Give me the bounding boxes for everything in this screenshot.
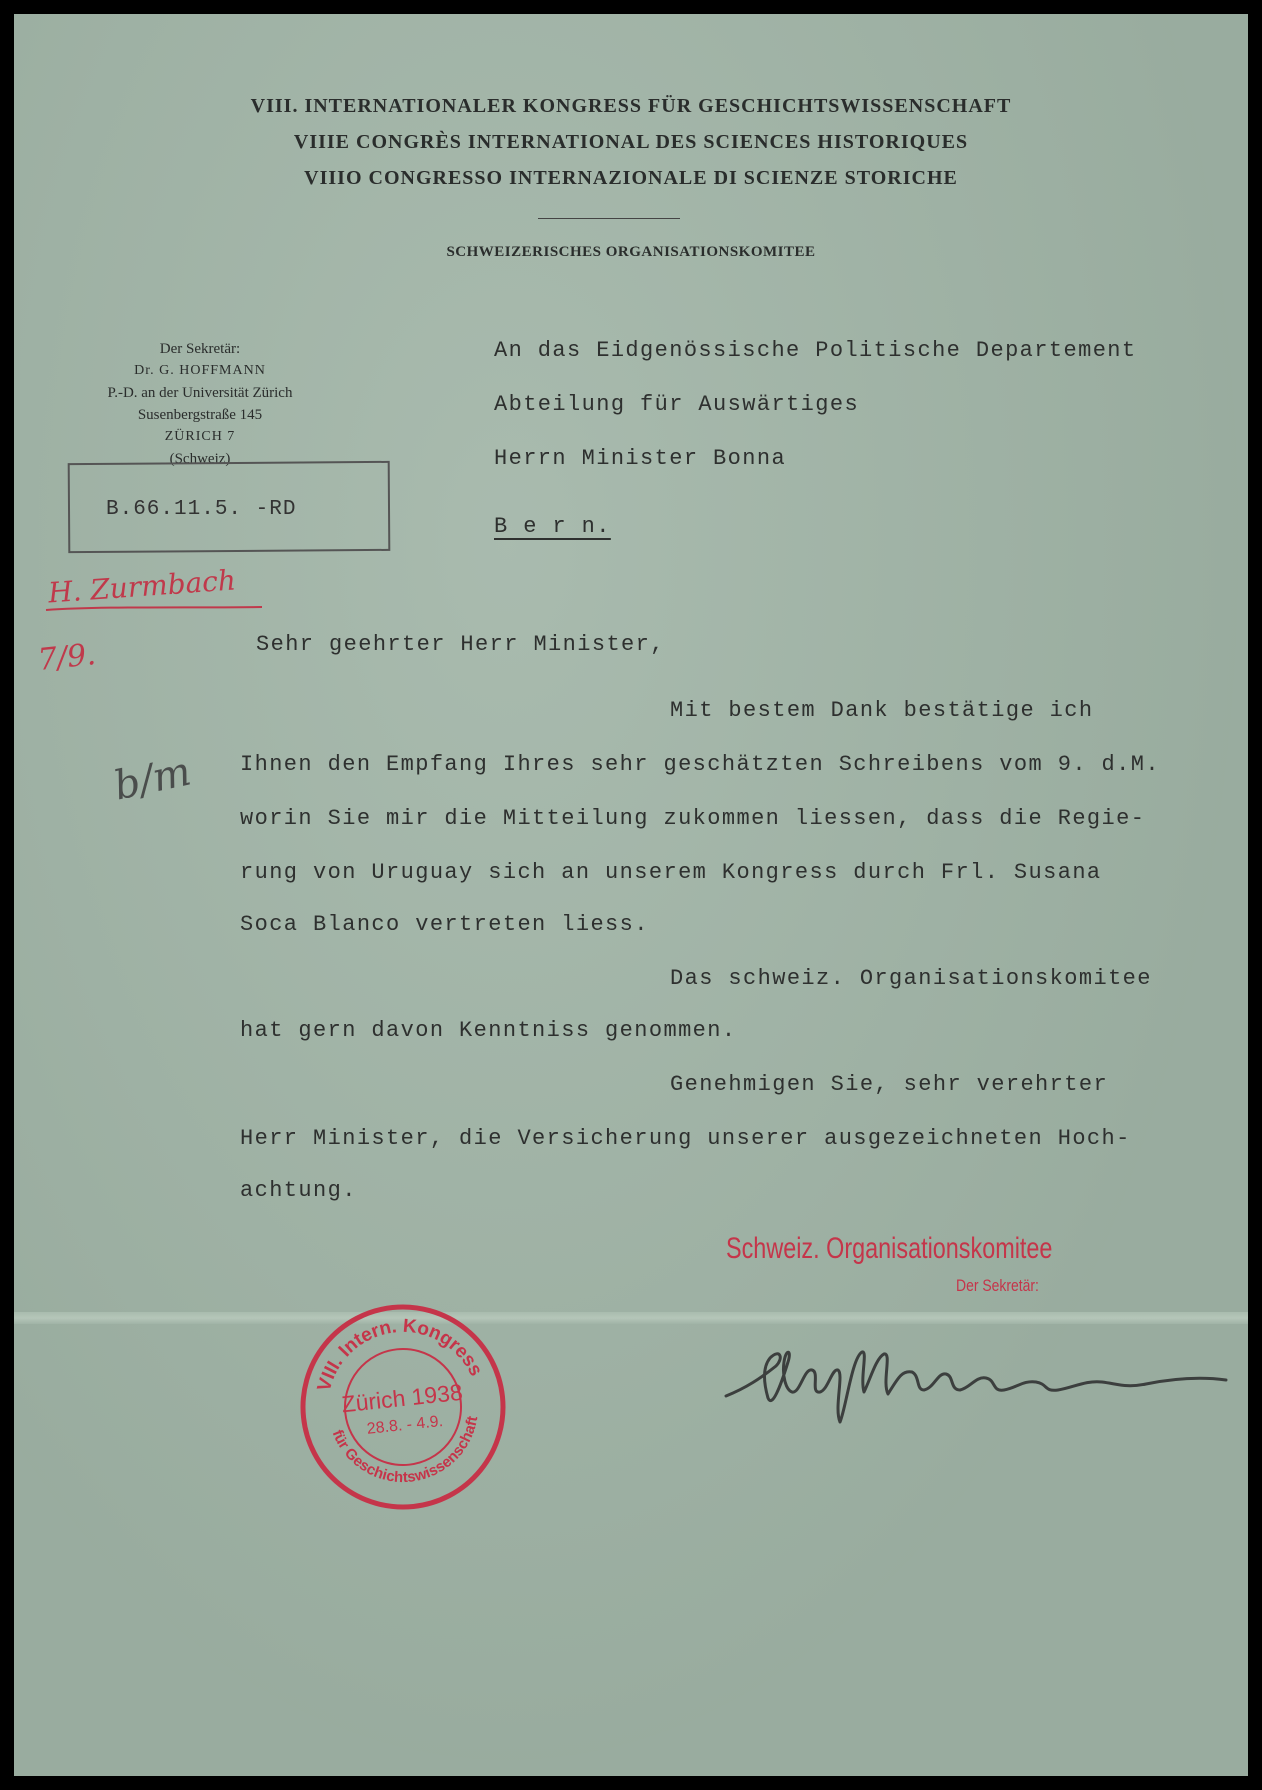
- body-line-4: rung von Uruguay sich an unserem Kongress durch Frl. Susana: [240, 860, 1102, 885]
- recipient-line-3: Herrn Minister Bonna: [494, 446, 787, 471]
- sender-position: P.-D. an der Universität Zürich: [107, 385, 293, 401]
- sender-street: Susenbergstraße 145: [137, 407, 263, 423]
- body-line-7: hat gern davon Kenntniss genommen.: [240, 1018, 737, 1043]
- seal-dates-text: 28.8. - 4.9.: [366, 1412, 444, 1438]
- sender-city: ZÜRICH 7: [164, 429, 236, 444]
- sender-block: [62, 338, 338, 470]
- recipient-city: B e r n.: [494, 514, 611, 539]
- seal-center-text: Zürich 1938: [340, 1378, 464, 1418]
- body-line-5: Soca Blanco vertreten liess.: [240, 912, 649, 937]
- letterhead-italian: VIIIO CONGRESSO INTERNAZIONALE DI SCIENZE STORICHE: [304, 167, 958, 189]
- body-line-1: Mit bestem Dank bestätige ich: [670, 698, 1094, 723]
- body-line-3: worin Sie mir die Mitteilung zukommen liessen, dass die Regie-: [240, 806, 1146, 831]
- recipient-line-1: An das Eidgenössische Politische Departement: [494, 338, 1137, 363]
- letterhead-french: VIIIE CONGRÈS INTERNATIONAL DES SCIENCES HISTORIQUES: [293, 131, 969, 153]
- letterhead-divider: [538, 218, 680, 219]
- committee-name: SCHWEIZERISCHES ORGANISATIONSKOMITEE: [446, 244, 816, 260]
- salutation: Sehr geehrter Herr Minister,: [256, 632, 665, 657]
- letterhead-german: VIII. INTERNATIONALER KONGRESS FÜR GESCHICHTSWISSENSCHAFT: [250, 95, 1012, 117]
- red-underline: [44, 604, 264, 614]
- body-line-10: achtung.: [240, 1178, 357, 1203]
- handwritten-red-note: H. Zurmbach: [47, 563, 237, 610]
- handwritten-gray-mark: b/m: [110, 748, 195, 810]
- secretary-stamp: Der Sekretär:: [956, 1276, 1039, 1295]
- seal-bottom-text: für Geschichtswissenschaft: [328, 1414, 482, 1487]
- congress-seal: [288, 1292, 519, 1523]
- seal-top-text: VIII. Intern. Kongress: [313, 1315, 487, 1394]
- sender-country: (Schweiz): [169, 451, 231, 467]
- body-line-6: Das schweiz. Organisationskomitee: [670, 966, 1152, 991]
- recipient-line-2: Abteilung für Auswärtiges: [494, 392, 860, 417]
- handwritten-signature: [706, 1318, 1246, 1428]
- handwritten-red-date: 7/9.: [36, 637, 98, 678]
- sender-title: Der Sekretär:: [159, 341, 241, 357]
- letter-sheet: [14, 14, 1248, 1776]
- body-line-9: Herr Minister, die Versicherung unserer ausgezeichneten Hoch-: [240, 1126, 1131, 1151]
- organization-stamp: Schweiz. Organisationskomitee: [726, 1232, 1053, 1265]
- body-line-2: Ihnen den Empfang Ihres sehr geschätzten Schreibens vom 9. d.M.: [240, 752, 1160, 777]
- reference-number: B.66.11.5. -RD: [106, 498, 297, 521]
- body-line-8: Genehmigen Sie, sehr verehrter: [670, 1072, 1109, 1097]
- sender-name: Dr. G. HOFFMANN: [134, 363, 266, 378]
